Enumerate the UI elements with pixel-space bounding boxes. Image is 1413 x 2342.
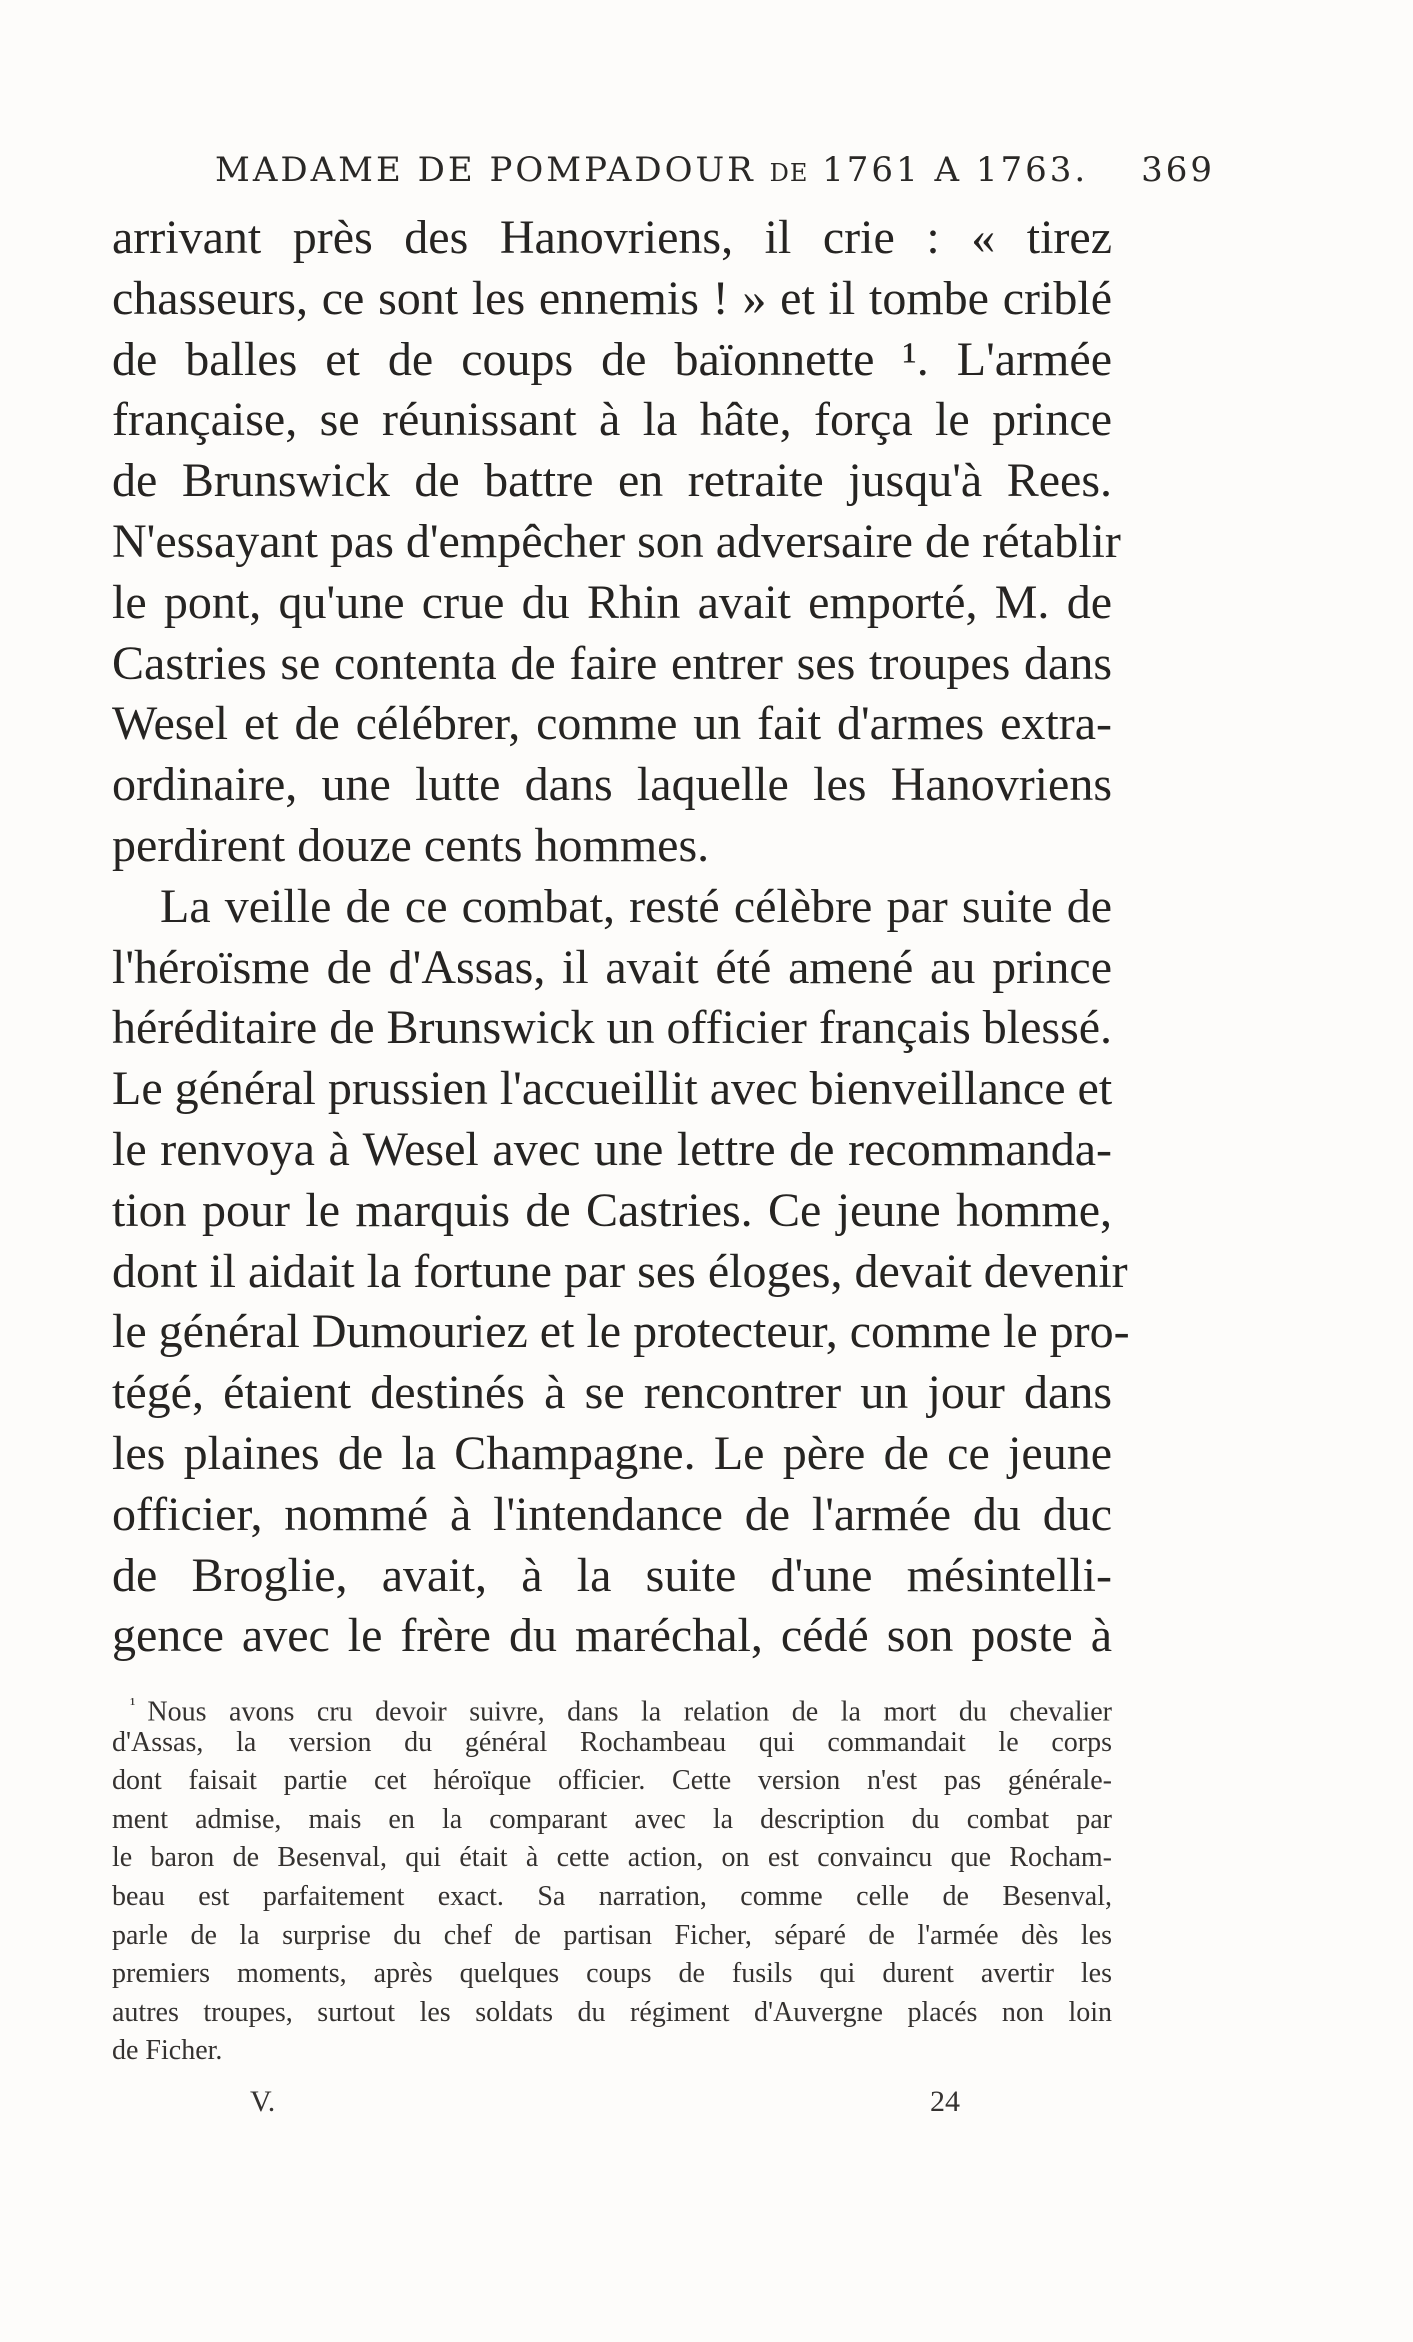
text-line: de Brunswick de battre en retraite jusqu'à Rees. bbox=[112, 454, 1112, 508]
running-title-range: 1761 A 1763. bbox=[822, 150, 1089, 190]
footnote-line-text: Nous avons cru devoir suivre, dans la relation de la mort du chevalier bbox=[147, 1696, 1112, 1728]
paragraph-start-line: La veille de ce combat, resté célèbre par suite de bbox=[160, 879, 1112, 933]
paragraph-end-line: perdirent douze cents hommes. bbox=[112, 818, 710, 872]
footnote-first-line bbox=[112, 1685, 1112, 1728]
running-title-de: DE bbox=[769, 159, 809, 187]
text-line: l'héroïsme de d'Assas, il avait été amené au prince bbox=[112, 940, 1112, 994]
main-text bbox=[112, 208, 1130, 1667]
text-line: Castries se contenta de faire entrer ses troupes dans bbox=[112, 636, 1112, 690]
text-line: arrivant près des Hanovriens, il crie : « tirez bbox=[112, 211, 1112, 264]
footnote-line: parle de la surprise du chef de partisan Ficher, séparé de l'armée dès les bbox=[112, 1919, 1112, 1951]
text-line: héréditaire de Brunswick un officier français blessé. bbox=[112, 1001, 1113, 1055]
page-number: 369 bbox=[1141, 150, 1215, 190]
footnote-line: d'Assas, la version du général Rochambeau qui commandait le corps bbox=[112, 1726, 1112, 1758]
text-line: gence avec le frère du maréchal, cédé son poste à bbox=[112, 1609, 1112, 1663]
footnote bbox=[112, 1685, 1112, 2071]
running-title bbox=[215, 150, 1088, 190]
text-line: les plaines de la Champagne. Le père de ce jeune bbox=[112, 1426, 1112, 1480]
footnote-line: le baron de Besenval, qui était à cette action, on est convaincu que Rocham- bbox=[112, 1842, 1112, 1874]
text-line: officier, nommé à l'intendance de l'armée du duc bbox=[112, 1487, 1112, 1541]
text-line: le renvoya à Wesel avec une lettre de recommanda- bbox=[112, 1122, 1112, 1176]
text-line: Le général prussien l'accueillit avec bienveillance et bbox=[112, 1062, 1113, 1116]
text-line: tégé, étaient destinés à se rencontrer un jour dans bbox=[112, 1366, 1112, 1420]
text-line: française, se réunissant à la hâte, força le prince bbox=[112, 393, 1112, 447]
footnote-line: de Ficher. bbox=[112, 2035, 223, 2067]
footnote-line: beau est parfaitement exact. Sa narration, comme celle de Besenval, bbox=[112, 1880, 1112, 1912]
footnote-marker: ¹ bbox=[130, 1694, 136, 1714]
footnote-line: autres troupes, surtout les soldats du régiment d'Auvergne placés non loin bbox=[112, 1996, 1112, 2028]
text-line: N'essayant pas d'empêcher son adversaire de rétablir bbox=[112, 514, 1121, 568]
text-line: Wesel et de célébrer, comme un fait d'armes extra- bbox=[112, 697, 1112, 751]
text-line: le pont, qu'une crue du Rhin avait emporté, M. de bbox=[112, 575, 1112, 629]
footnote-line: ment admise, mais en la comparant avec la description du combat par bbox=[112, 1803, 1112, 1835]
text-line: de balles et de coups de baïonnette ¹. L'armée bbox=[112, 332, 1112, 386]
text-line: tion pour le marquis de Castries. Ce jeune homme, bbox=[112, 1183, 1112, 1237]
text-line: ordinaire, une lutte dans laquelle les Hanovriens bbox=[112, 758, 1112, 812]
sheet-signature: 24 bbox=[930, 2085, 960, 2118]
text-line: de Broglie, avait, à la suite d'une mésintelli- bbox=[112, 1548, 1112, 1602]
footnote-line: dont faisait partie cet héroïque officier. Cette version n'est pas générale- bbox=[112, 1765, 1112, 1797]
footnote-line: premiers moments, après quelques coups de fusils qui durent avertir les bbox=[112, 1958, 1112, 1990]
text-line: chasseurs, ce sont les ennemis ! » et il tombe criblé bbox=[112, 271, 1112, 325]
text-line: dont il aidait la fortune par ses éloges, devait devenir bbox=[112, 1244, 1128, 1298]
text-line: le général Dumouriez et le protecteur, comme le pro- bbox=[112, 1305, 1130, 1359]
volume-signature: V. bbox=[250, 2085, 276, 2118]
running-title-main: MADAME DE POMPADOUR bbox=[215, 150, 756, 190]
